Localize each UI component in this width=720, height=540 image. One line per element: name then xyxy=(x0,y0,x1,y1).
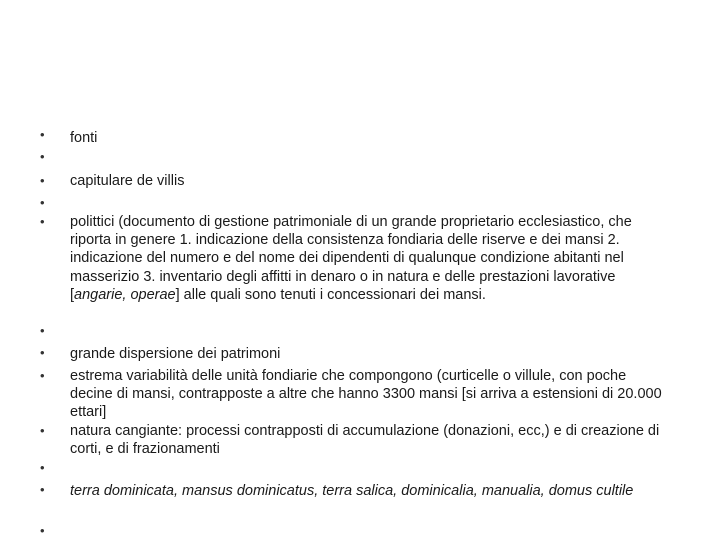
bullet-2: • xyxy=(40,149,45,164)
bullet-11: • xyxy=(40,482,45,497)
bullet-8: • xyxy=(40,368,45,383)
bullet-5: • xyxy=(40,214,45,229)
item-terra: terra dominicata, mansus dominicatus, terra salica, dominicalia, manualia, domus cultile xyxy=(70,483,634,499)
polittici-italic: angarie, operae xyxy=(74,286,176,303)
item-dispersione: grande dispersione dei patrimoni xyxy=(70,346,281,362)
bullet-6: • xyxy=(40,323,45,338)
bullet-3: • xyxy=(40,173,45,188)
item-capitulare: capitulare de villis xyxy=(70,173,185,189)
bullet-9: • xyxy=(40,423,45,438)
polittici-text-end: ] alle quali sono tenuti i concessionari dei mansi. xyxy=(175,286,486,303)
bullet-10: • xyxy=(40,460,45,475)
bullet-4: • xyxy=(40,195,45,210)
bullet-7: • xyxy=(40,345,45,360)
item-fonti: fonti xyxy=(70,130,98,146)
polittici-text: polittici (documento di gestione patrimoniale di un grande proprietario ecclesiastico, che riporta in genere 1. indicazione della consistenza fondiaria delle riserve e dei mansi 2. indicazione del numero e del nome dei dipendenti di qualunque condizione abitanti nel masserizio 3. inventario degli affitti in denaro o in natura e delle prestazioni lavorative [ xyxy=(70,214,632,303)
bullet-1: • xyxy=(40,127,45,142)
item-polittici xyxy=(70,213,670,304)
item-natura: natura cangiante: processi contrapposti di accumulazione (donazioni, ecc,) e di creazione di corti, e di frazionamenti xyxy=(70,423,660,458)
item-variabilita: estrema variabilità delle unità fondiarie che compongono (curticelle o villule, con poche decine di mansi, contrapposte a altre che hanno 3300 mansi [si arriva a estensioni di 20.000 ettari] xyxy=(70,368,662,421)
bullet-12: • xyxy=(40,523,45,538)
